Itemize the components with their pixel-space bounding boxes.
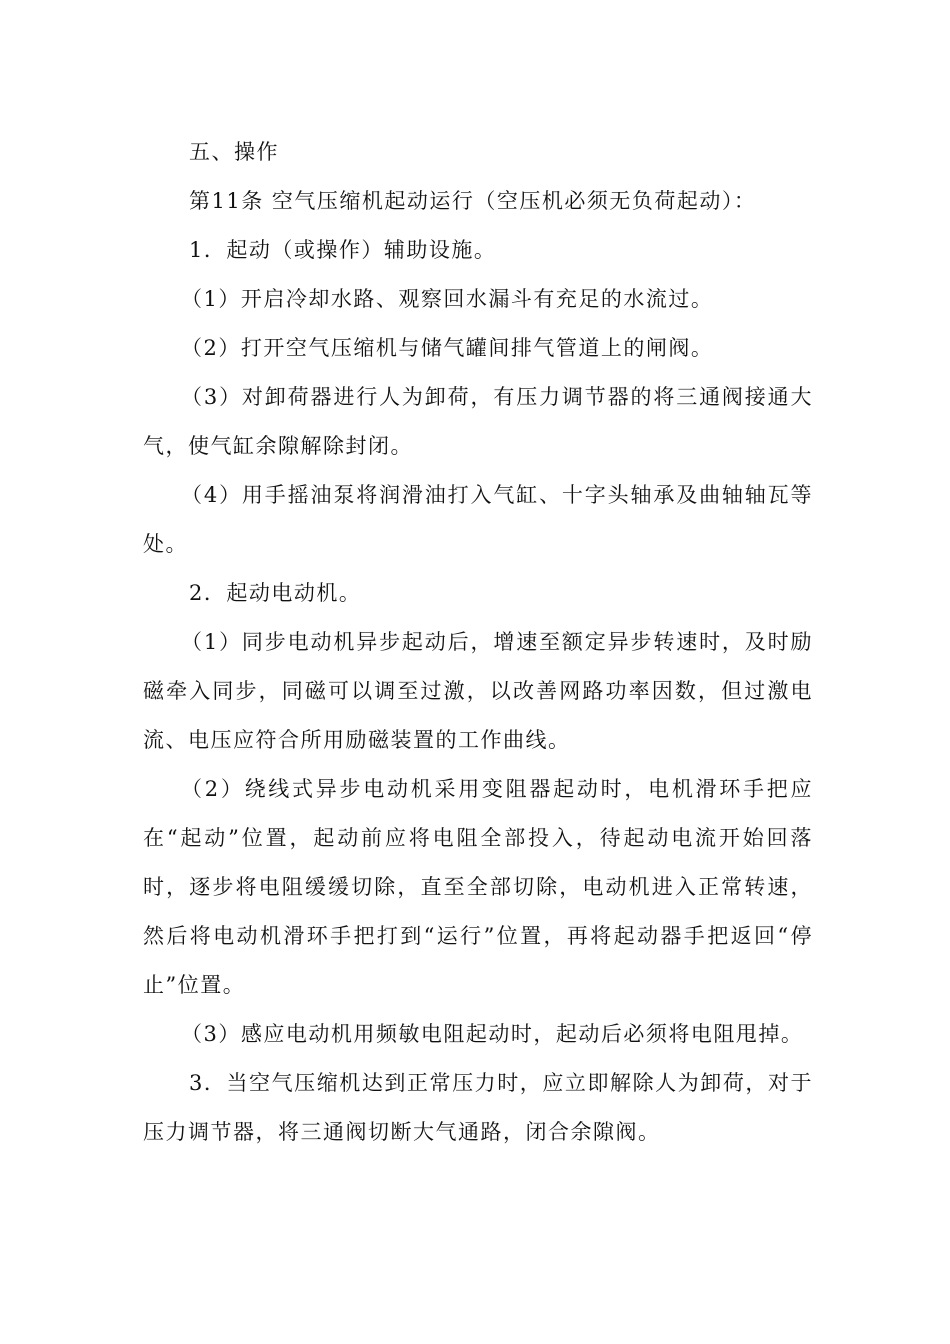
section-heading: 五、操作 xyxy=(189,140,279,164)
document-body xyxy=(143,128,813,1157)
step-2-item-2: （2）绕线式异步电动机采用变阻器起动时，电机滑环手把应在“起动”位置，起动前应将电阻全部投入，待起动电流开始回落时，逐步将电阻缓缓切除，直至全部切除，电动机进入正常转速，然后将电动机滑环手把打到“运行”位置，再将起动器手把返回“停止”位置。 xyxy=(143,777,813,997)
step-2-heading: 2．起动电动机。 xyxy=(189,581,362,605)
article-title: 第11条 空气压缩机起动运行（空压机必须无负荷起动）： xyxy=(189,189,757,213)
step-3-paragraph: 3．当空气压缩机达到正常压力时，应立即解除人为卸荷，对于压力调节器，将三通阀切断大气通路，闭合余隙阀。 xyxy=(143,1071,813,1144)
step-1-item-3: （3）对卸荷器进行人为卸荷，有压力调节器的将三通阀接通大气，使气缸余隙解除封闭。 xyxy=(143,385,813,458)
step-1-heading: 1．起动（或操作）辅助设施。 xyxy=(189,238,497,262)
step-2-item-3: （3）感应电动机用频敏电阻起动时，起动后必须将电阻甩掉。 xyxy=(181,1022,804,1046)
step-2-item-1: （1）同步电动机异步起动后，增速至额定异步转速时，及时励磁牵入同步，同磁可以调至过激，以改善网路功率因数，但过激电流、电压应符合所用励磁装置的工作曲线。 xyxy=(143,630,813,752)
step-1-item-1: （1）开启冷却水路、观察回水漏斗有充足的水流过。 xyxy=(181,287,714,311)
step-1-item-2: （2）打开空气压缩机与储气罐间排气管道上的闸阀。 xyxy=(181,336,714,360)
step-1-item-4: （4）用手摇油泵将润滑油打入气缸、十字头轴承及曲轴轴瓦等处。 xyxy=(143,483,813,556)
